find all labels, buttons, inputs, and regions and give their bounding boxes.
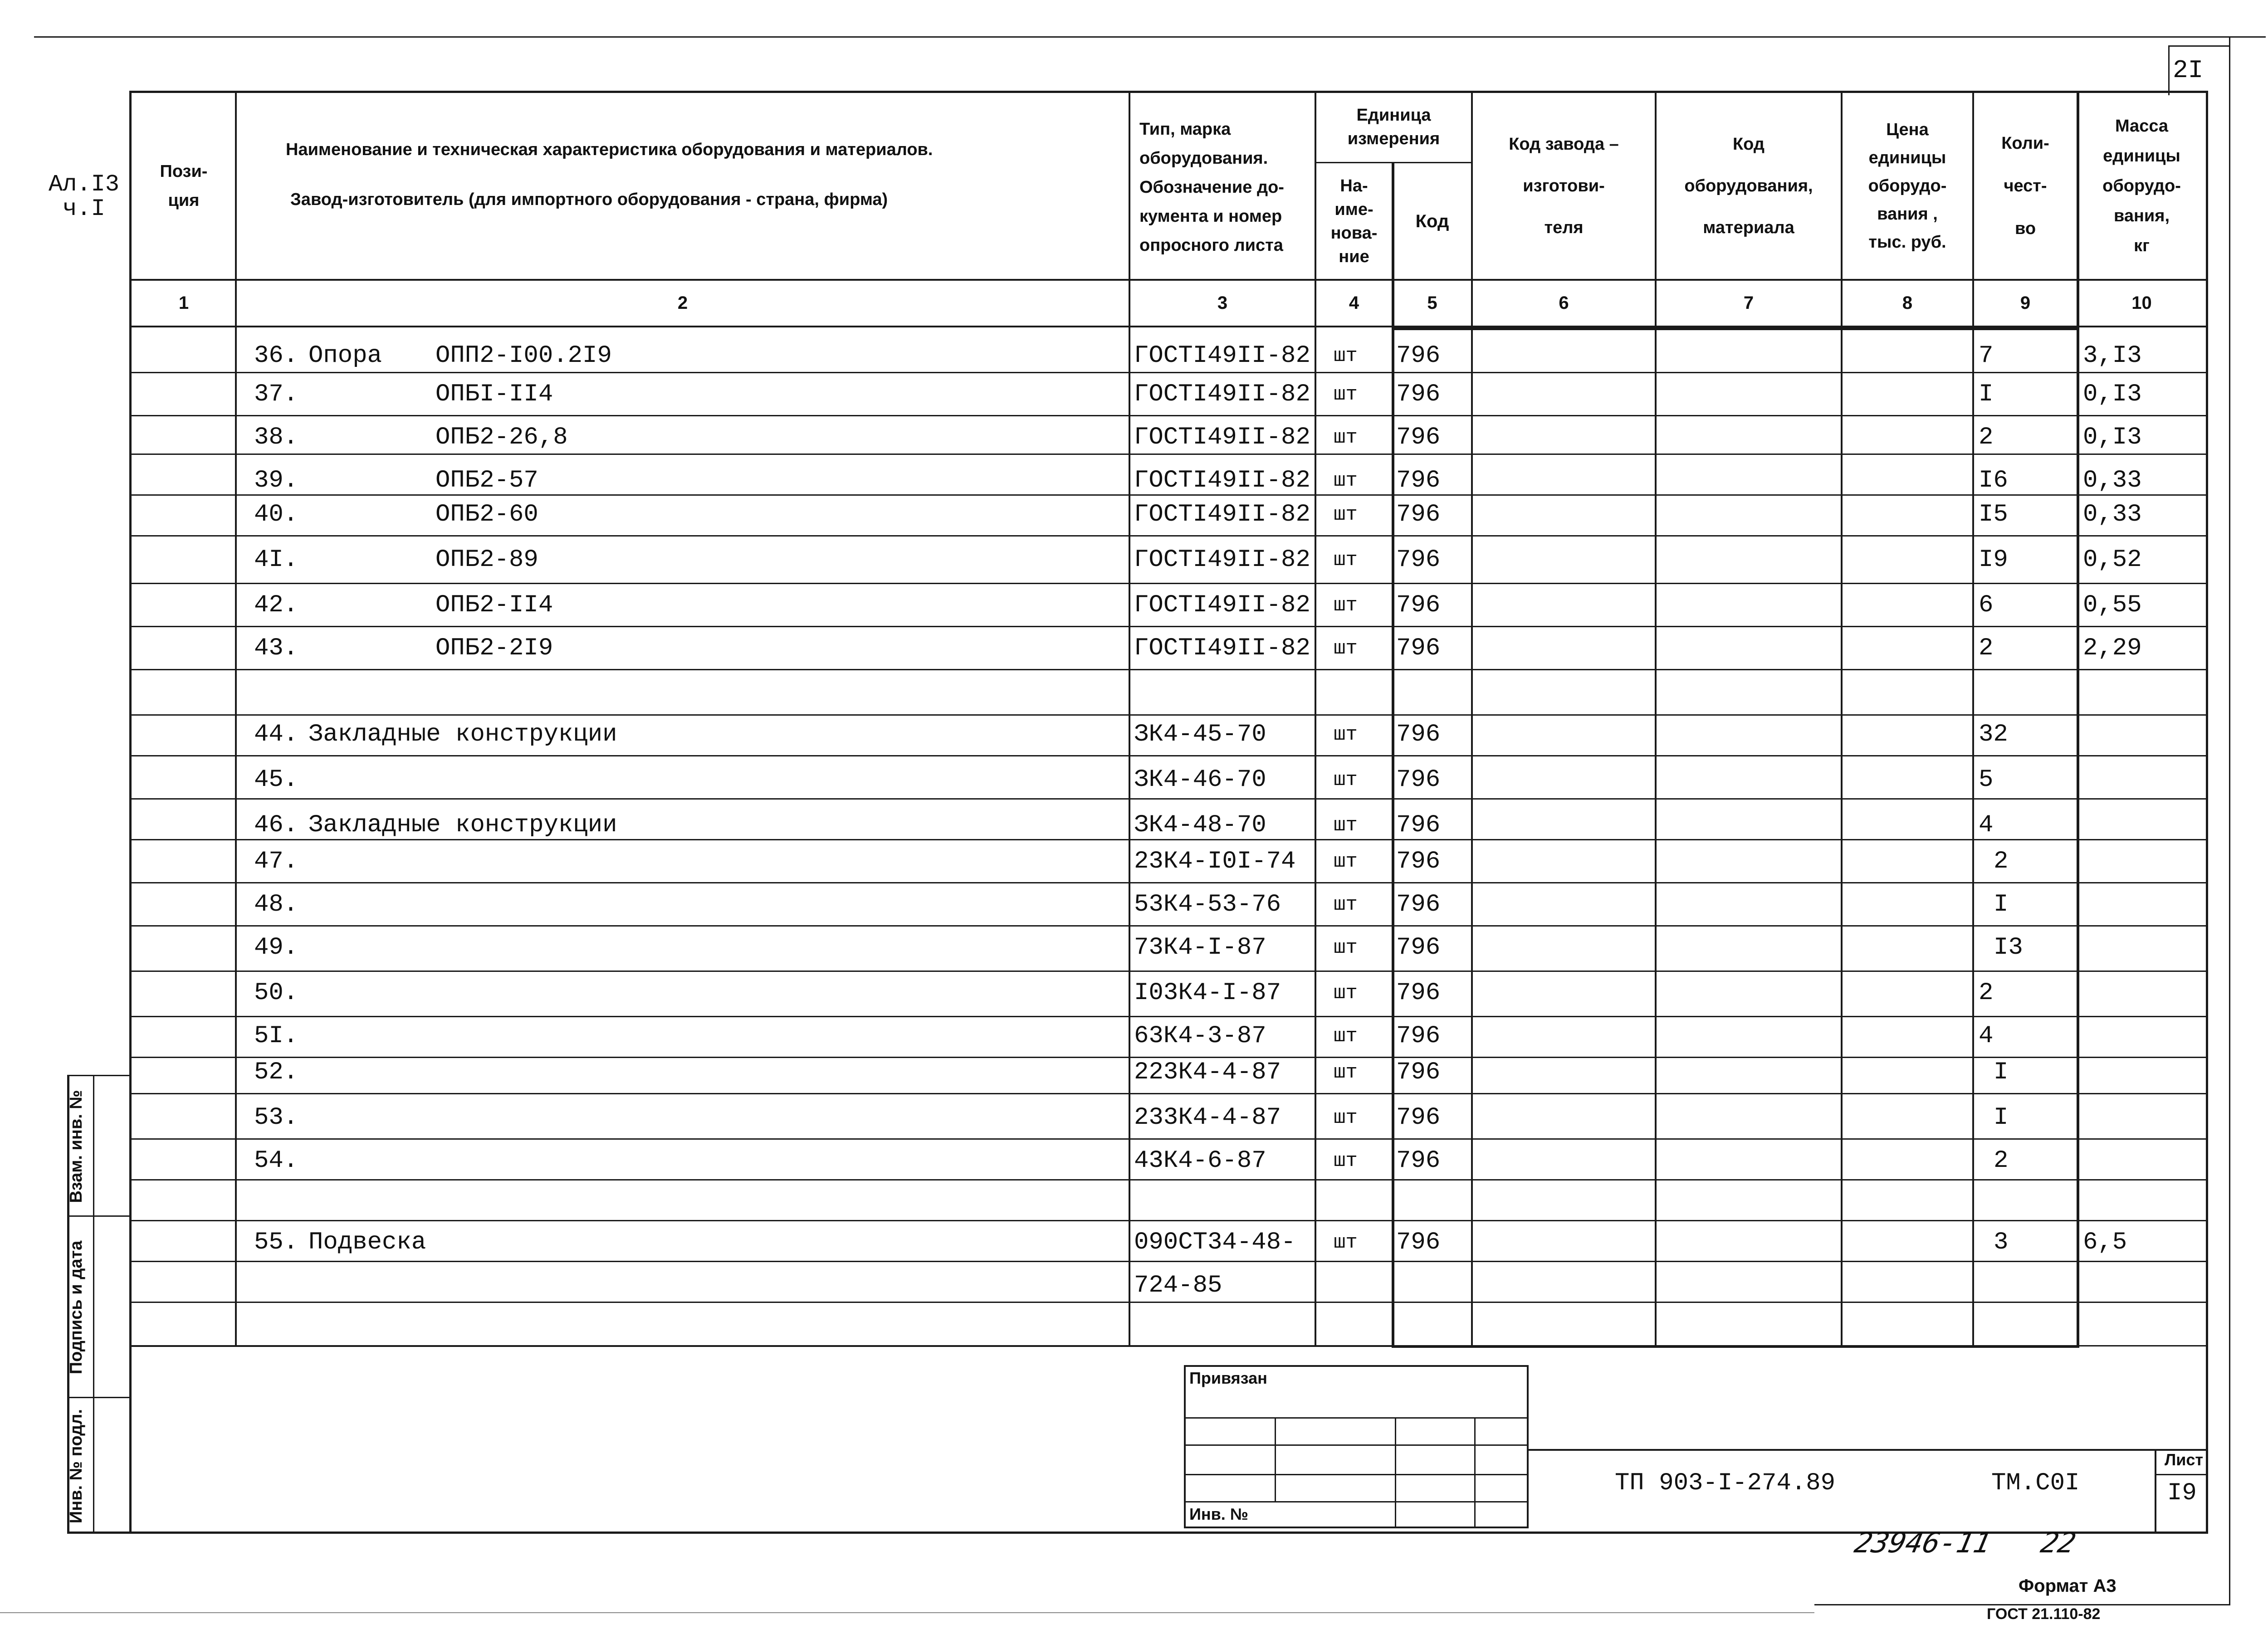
header-qty: Коли- чест- во — [2001, 134, 2049, 238]
row-position: 49. — [254, 934, 298, 961]
row-unit: шт — [1334, 850, 1358, 873]
row-line — [129, 583, 2208, 584]
row-position: 47. — [254, 848, 298, 875]
row-document: 43К4-6-87 — [1134, 1147, 1266, 1175]
margin-note-line2: ч.I — [63, 195, 105, 222]
row-position: 36. — [254, 342, 298, 370]
row-unit-code: 796 — [1396, 979, 1441, 1007]
tb-project: ТП 903-I-274.89 — [1615, 1469, 1836, 1497]
row-line — [129, 626, 2208, 627]
sheet-bottom-edge — [0, 1612, 1814, 1613]
row-position: 48. — [254, 891, 298, 918]
row-mark: ОПБ2-57 — [435, 467, 538, 494]
header-mass: Масса единицы оборудо- вания, кг — [2102, 117, 2181, 255]
tb-right — [1527, 1365, 1529, 1528]
strip-top — [67, 1075, 131, 1076]
row-unit: шт — [1334, 1061, 1358, 1084]
row-unit-code: 796 — [1396, 546, 1441, 574]
row-quantity: 6 — [1979, 591, 1994, 619]
row-position: 43. — [254, 634, 298, 662]
row-position: 50. — [254, 979, 298, 1007]
row-unit: шт — [1334, 1150, 1358, 1172]
row-position: 52. — [254, 1058, 298, 1086]
header-unit: Единица измерения — [1347, 106, 1440, 148]
row-name: Опора — [308, 342, 382, 370]
tb-row4 — [1184, 1501, 1529, 1502]
row-position: 42. — [254, 591, 298, 619]
row-line — [129, 669, 2208, 670]
row-quantity: I3 — [1994, 934, 2023, 961]
row-line — [129, 1345, 2208, 1346]
header-equipment-code: Код оборудования, материала — [1684, 135, 1813, 237]
row-unit-code: 796 — [1396, 1147, 1441, 1175]
tb-row2 — [1184, 1444, 1529, 1446]
row-unit: шт — [1334, 982, 1358, 1005]
row-position: 46. — [254, 811, 298, 839]
row-unit-code: 796 — [1396, 342, 1441, 370]
row-document: ГОСТI49II-82 — [1134, 424, 1310, 451]
row-document: 73К4-I-87 — [1134, 934, 1266, 961]
row-line — [129, 971, 2208, 972]
row-unit-code: 796 — [1396, 766, 1441, 794]
row-unit-code: 796 — [1396, 424, 1441, 451]
tb-col2 — [1395, 1417, 1396, 1528]
vline-8 — [1972, 91, 1974, 1347]
header-price: Цена единицы оборудо- вания , тыс. руб. — [1868, 120, 1947, 252]
row-position: 37. — [254, 380, 298, 408]
row-document: 233К4-4-87 — [1134, 1104, 1281, 1132]
tb-sheet-split — [2155, 1474, 2207, 1475]
row-quantity: 32 — [1979, 721, 2008, 748]
header-unit-code: Код — [1415, 211, 1449, 231]
tb-row1 — [1184, 1417, 1529, 1419]
header-unit-name: На- име- нова- ние — [1330, 176, 1378, 266]
corner-page-number: 2I — [2173, 56, 2204, 85]
row-line — [129, 755, 2208, 756]
header-pos: Пози- ция — [160, 162, 208, 210]
row-document: 090СТ34-48- — [1134, 1229, 1296, 1256]
row-unit: шт — [1334, 549, 1358, 571]
row-mass: 0,I3 — [2083, 424, 2142, 451]
row-mark: ОПБ2-2I9 — [435, 634, 553, 662]
row-quantity: I — [1979, 380, 1994, 408]
row-line — [129, 1093, 2208, 1094]
row-document: ГОСТI49II-82 — [1134, 546, 1310, 574]
row-unit-code: 796 — [1396, 501, 1441, 528]
row-mass: 3,I3 — [2083, 342, 2142, 370]
margin-note — [45, 172, 122, 221]
header-factory-code: Код завода – изготови- теля — [1509, 135, 1619, 237]
sheet-top-line — [34, 36, 2266, 38]
row-quantity: I — [1994, 1104, 2009, 1132]
row-position: 4I. — [254, 546, 298, 574]
tb-code: ТМ.С0I — [1991, 1469, 2080, 1497]
colnum-3: 3 — [1217, 293, 1228, 313]
row-unit: шт — [1334, 723, 1358, 746]
tb-row3 — [1184, 1474, 1529, 1475]
row-quantity: 2 — [1979, 424, 1994, 451]
row-mass: 0,55 — [2083, 591, 2142, 619]
margin-note-line1: Ал.I3 — [48, 171, 120, 198]
row-position: 40. — [254, 501, 298, 528]
row-document: ГОСТI49II-82 — [1134, 380, 1310, 408]
row-mass: 6,5 — [2083, 1229, 2127, 1256]
row-unit: шт — [1334, 769, 1358, 791]
handwritten-number: 23946-11 22 — [1852, 1526, 2079, 1559]
tb-main-top — [1527, 1449, 2207, 1451]
row-name: Подвеска — [308, 1229, 426, 1256]
row-unit: шт — [1334, 426, 1358, 449]
row-unit: шт — [1334, 594, 1358, 617]
side-label-inv-podl: Инв. № подл. — [67, 1409, 86, 1524]
row-document: ГОСТI49II-82 — [1134, 591, 1310, 619]
vline-7 — [1841, 91, 1843, 1347]
row-unit-code: 796 — [1396, 891, 1441, 918]
row-document: 63К4-3-87 — [1134, 1022, 1266, 1050]
row-unit-code: 796 — [1396, 848, 1441, 875]
row-mark: ОПБ2-26,8 — [435, 424, 568, 451]
tb-col3 — [1474, 1417, 1476, 1528]
colnum-10: 10 — [2131, 293, 2152, 313]
row-mass: 2,29 — [2083, 634, 2142, 662]
row-quantity: 2 — [1979, 634, 1994, 662]
row-unit: шт — [1334, 1107, 1358, 1129]
row-position: 44. — [254, 721, 298, 748]
row-unit-code: 796 — [1396, 1229, 1441, 1256]
row-unit-code: 796 — [1396, 1022, 1441, 1050]
header-name-line1: Наименование и техническая характеристика оборудования и материалов. — [286, 140, 933, 159]
vline-3 — [1315, 91, 1316, 1347]
colnum-8: 8 — [1902, 293, 1913, 313]
vline-9 — [2077, 91, 2079, 1347]
row-quantity: 2 — [1979, 979, 1994, 1007]
tb-privyazan: Привязан — [1189, 1369, 1267, 1387]
row-quantity: 4 — [1979, 1022, 1994, 1050]
row-document: ГОСТI49II-82 — [1134, 634, 1310, 662]
row-quantity: I — [1994, 1058, 2009, 1086]
row-document: ГОСТI49II-82 — [1134, 467, 1310, 494]
row-position: 53. — [254, 1104, 298, 1132]
strip-inner — [93, 1075, 94, 1534]
vline-1 — [235, 91, 237, 1347]
row-unit-code: 796 — [1396, 811, 1441, 839]
row-unit: шт — [1334, 383, 1358, 406]
row-document: ЗК4-48-70 — [1134, 811, 1266, 839]
strip-div1 — [67, 1215, 131, 1217]
row-unit: шт — [1334, 937, 1358, 959]
frame-right — [2206, 91, 2208, 1533]
row-document: ГОСТI49II-82 — [1134, 501, 1310, 528]
vline-2 — [1129, 91, 1130, 1347]
colnum-2: 2 — [677, 293, 688, 313]
colnum-7: 7 — [1743, 293, 1754, 313]
row-mass: 0,I3 — [2083, 380, 2142, 408]
tb-col1 — [1275, 1417, 1276, 1501]
row-line — [129, 882, 2208, 883]
row-line — [129, 535, 2208, 537]
header-type: Тип, марка оборудования. Обозначение до- кумента и номер опросного листа — [1139, 119, 1284, 255]
tb-sheet-left — [2155, 1449, 2156, 1533]
corner-box-left — [2168, 45, 2170, 95]
row-mark: ОПБI-II4 — [435, 380, 553, 408]
colnum-6: 6 — [1559, 293, 1569, 313]
vline-5 — [1471, 91, 1473, 1347]
row-mass: 0,33 — [2083, 501, 2142, 528]
row-quantity: 7 — [1979, 342, 1994, 370]
row-document: ЗК4-46-70 — [1134, 766, 1266, 794]
row-quantity: I5 — [1979, 501, 2008, 528]
body-top-bold — [1392, 327, 2079, 330]
row-name: Закладные конструкции — [308, 721, 617, 748]
row-mass: 0,52 — [2083, 546, 2142, 574]
colnum-4: 4 — [1349, 293, 1359, 313]
vline-4 — [1392, 162, 1394, 1347]
row-document: 223К4-4-87 — [1134, 1058, 1281, 1086]
row-document: ЗК4-45-70 — [1134, 721, 1266, 748]
side-label-vzam: Взам. инв. № — [67, 1090, 86, 1203]
gost-label: ГОСТ 21.110-82 — [1987, 1605, 2101, 1623]
row-document: I03К4-I-87 — [1134, 979, 1281, 1007]
format-label: Формат А3 — [2019, 1576, 2116, 1596]
row-quantity: I — [1994, 891, 2009, 918]
row-mark: ОПП2-I00.2I9 — [435, 342, 612, 370]
row-quantity: I9 — [1979, 546, 2008, 574]
row-unit: шт — [1334, 893, 1358, 916]
colnum-9: 9 — [2020, 293, 2031, 313]
row-unit-code: 796 — [1396, 380, 1441, 408]
row-unit-code: 796 — [1396, 467, 1441, 494]
row-unit-code: 796 — [1396, 721, 1441, 748]
row-line — [129, 1138, 2208, 1140]
row-line — [129, 925, 2208, 927]
tb-sheet-label: Лист — [2165, 1450, 2204, 1469]
side-label-podpis: Подпись и дата — [67, 1240, 86, 1375]
row-quantity: I6 — [1979, 467, 2008, 494]
tb-top — [1184, 1365, 1529, 1367]
row-document: 724-85 — [1134, 1272, 1222, 1299]
row-line — [129, 1220, 2208, 1221]
row-position: 55. — [254, 1229, 298, 1256]
row-quantity: 4 — [1979, 811, 1994, 839]
header-name-line2: Завод-изготовитель (для импортного оборудования - страна, фирма) — [290, 190, 888, 209]
colnum-5: 5 — [1427, 293, 1437, 313]
sheet-right-line — [2229, 36, 2230, 1605]
row-unit: шт — [1334, 1231, 1358, 1254]
row-quantity: 2 — [1994, 848, 2009, 875]
tb-sheet-number: I9 — [2167, 1479, 2197, 1507]
row-position: 45. — [254, 766, 298, 794]
row-unit: шт — [1334, 1025, 1358, 1048]
tb-left — [1184, 1365, 1186, 1528]
row-unit: шт — [1334, 503, 1358, 526]
row-mark: ОПБ2-60 — [435, 501, 538, 528]
row-position: 5I. — [254, 1022, 298, 1050]
row-unit: шт — [1334, 637, 1358, 660]
tb-bottom — [1184, 1527, 1529, 1528]
row-quantity: 5 — [1979, 766, 1994, 794]
row-document: 23К4-I0I-74 — [1134, 848, 1296, 875]
corner-box-top — [2168, 45, 2230, 47]
row-quantity: 3 — [1994, 1229, 2009, 1256]
row-mark: ОПБ2-II4 — [435, 591, 553, 619]
row-document: ГОСТI49II-82 — [1134, 342, 1310, 370]
row-unit-code: 796 — [1396, 1058, 1441, 1086]
tb-inv-no: Инв. № — [1189, 1505, 1248, 1523]
row-unit-code: 796 — [1396, 934, 1441, 961]
row-unit-code: 796 — [1396, 634, 1441, 662]
row-unit-code: 796 — [1396, 591, 1441, 619]
row-document: 53К4-53-76 — [1134, 891, 1281, 918]
row-unit-code: 796 — [1396, 1104, 1441, 1132]
row-mark: ОПБ2-89 — [435, 546, 538, 574]
vline-6 — [1655, 91, 1657, 1347]
colnum-1: 1 — [178, 293, 189, 313]
row-position: 39. — [254, 467, 298, 494]
row-name: Закладные конструкции — [308, 811, 617, 839]
row-mass: 0,33 — [2083, 467, 2142, 494]
row-position: 38. — [254, 424, 298, 451]
row-unit: шт — [1334, 345, 1358, 367]
row-quantity: 2 — [1994, 1147, 2009, 1175]
row-line — [129, 415, 2208, 416]
row-unit: шт — [1334, 469, 1358, 492]
row-position: 54. — [254, 1147, 298, 1175]
row-unit: шт — [1334, 814, 1358, 837]
